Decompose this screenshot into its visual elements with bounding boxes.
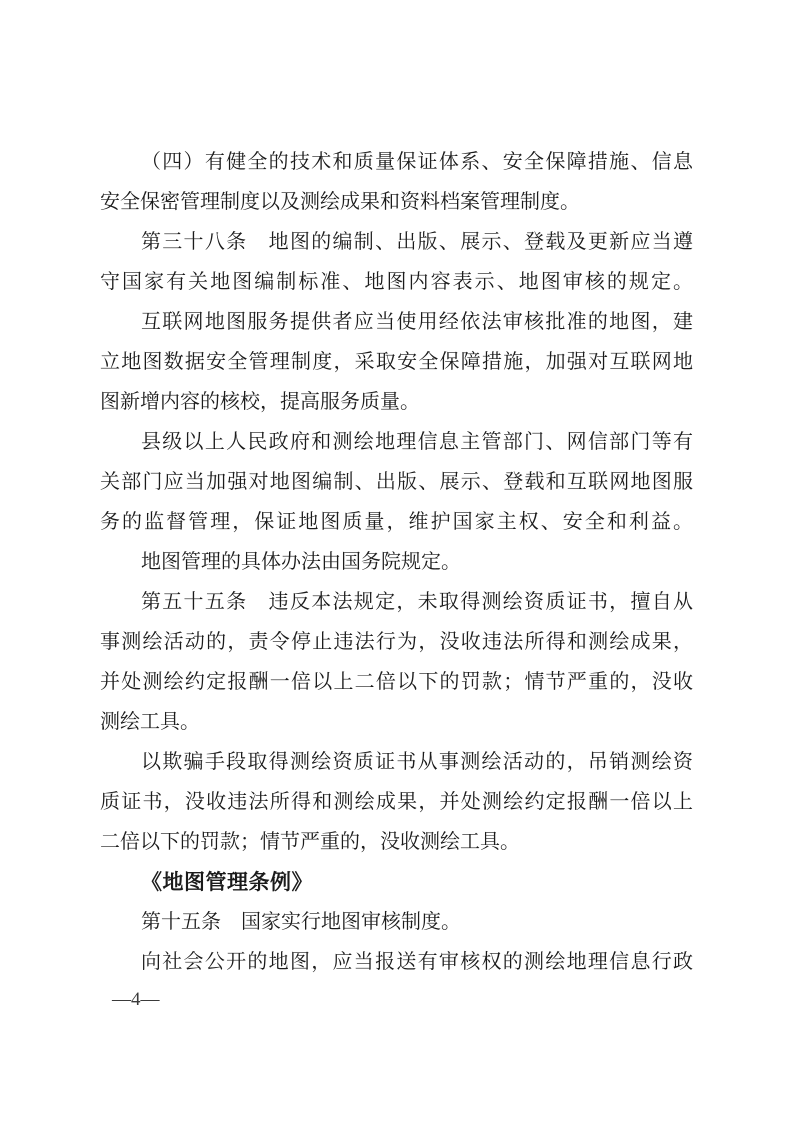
text-line: 守国家有关地图编制标准、地图内容表示、地图审核的规定。 bbox=[100, 271, 693, 293]
regulation-title-map-management bbox=[100, 862, 693, 902]
text-line: 并处测绘约定报酬一倍以上二倍以下的罚款；情节严重的，没收 bbox=[100, 671, 693, 693]
map-management-measures bbox=[100, 542, 693, 582]
clause-item-4 bbox=[100, 142, 693, 222]
document-body bbox=[100, 142, 693, 982]
text-line: 务的监督管理，保证地图质量，维护国家主权、安全和利益。 bbox=[100, 511, 693, 533]
internet-map-service bbox=[100, 302, 693, 422]
text-line: 第十五条 国家实行地图审核制度。 bbox=[141, 911, 461, 933]
text-line: 安全保密管理制度以及测绘成果和资料档案管理制度。 bbox=[100, 191, 580, 213]
text-line: （四）有健全的技术和质量保证体系、安全保障措施、信息 bbox=[141, 151, 693, 173]
text-line: 图新增内容的核校，提高服务质量。 bbox=[100, 391, 420, 413]
public-map-submission bbox=[100, 942, 693, 982]
text-line: 第五十五条 违反本法规定，未取得测绘资质证书，擅自从 bbox=[141, 591, 693, 613]
page-number: —4— bbox=[112, 989, 160, 1010]
text-line: 向社会公开的地图，应当报送有审核权的测绘地理信息行政 bbox=[141, 951, 693, 973]
text-line: 二倍以下的罚款；情节严重的，没收测绘工具。 bbox=[100, 831, 520, 853]
text-line: 地图管理的具体办法由国务院规定。 bbox=[141, 551, 461, 573]
fraudulent-certificate bbox=[100, 742, 693, 862]
article-55 bbox=[100, 582, 693, 742]
text-line: 事测绘活动的，责令停止违法行为，没收违法所得和测绘成果， bbox=[100, 631, 693, 653]
article-15 bbox=[100, 902, 693, 942]
text-line: 测绘工具。 bbox=[100, 711, 200, 733]
text-line: 县级以上人民政府和测绘地理信息主管部门、网信部门等有 bbox=[141, 431, 693, 453]
article-38 bbox=[100, 222, 693, 302]
text-line: 互联网地图服务提供者应当使用经依法审核批准的地图，建 bbox=[141, 311, 693, 333]
text-line: 立地图数据安全管理制度，采取安全保障措施，加强对互联网地 bbox=[100, 351, 693, 373]
county-level-supervision bbox=[100, 422, 693, 542]
text-line: 质证书，没收违法所得和测绘成果，并处测绘约定报酬一倍以上 bbox=[100, 791, 693, 813]
text-line: 关部门应当加强对地图编制、出版、展示、登载和互联网地图服 bbox=[100, 471, 693, 493]
text-line: 以欺骗手段取得测绘资质证书从事测绘活动的，吊销测绘资 bbox=[141, 751, 693, 773]
text-line: 第三十八条 地图的编制、出版、展示、登载及更新应当遵 bbox=[141, 231, 693, 253]
text-line: 《地图管理条例》 bbox=[141, 870, 313, 894]
